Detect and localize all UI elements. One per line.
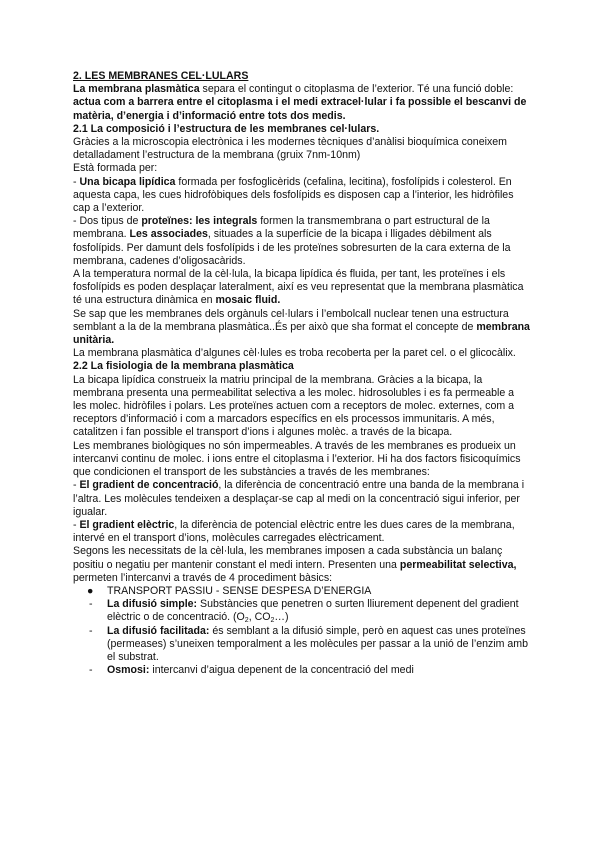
paragraph: La bicapa lipídica construeix la matriu principal de la membrana. Gràcies a la bicapa, la membrana presenta una permeabilitat selectiva a les molec. hidrosolubles i es fa permeable a les molec. hidròfiles i polars. Les proteïnes actuen com a receptors de molec. externes, com a receptors d’informació i com a marcadors específics en els processos immunitaris. A més, catalitzen i fan possible el transport d’ions i algunes molèc. a través de la bicapa. (73, 373, 515, 439)
section-2-1-heading: 2.1 La composició i l’estructura de les membranes cel·lulars. (73, 122, 380, 135)
paragraph: Està formada per: (73, 162, 158, 175)
intro-text: separa el contingut o citoplasma de l’exterior. Té una funció doble: (199, 83, 514, 96)
intro-bold: actua com a barrera entre el citoplasma i el medi extracel·lular i fa possible el bescanvi de matèria, d’energia i d’informació entre tots dos medis. (73, 96, 527, 122)
dash-icon: - (89, 664, 93, 677)
paragraph: Les membranes biològiques no són impermeables. A través de les membranes es produeix un intercanvi continu de molec. i ions entre el citoplasma i l’exterior. Hi ha dos factors fisicoquímics que condicionen el transport de les substàncies a través de les membranes: (73, 439, 521, 479)
paragraph-gradient-electric: - El gradient elèctric, la diferència de potencial elèctric entre les dues cares de la membrana, intervé en el transport d’ions, molècules carregades elèctricament. (73, 518, 515, 545)
paragraph-gradient-concentracio: - El gradient de concentració, la diferència de concentració entre una banda de la membrana i l’altra. Les molècules tendeixen a desplaçar-se cap al medi on la concentració sigui inferior, per igualar. (73, 479, 525, 518)
intro-term: La membrana plasmàtica (73, 83, 200, 96)
page-title: 2. LES MEMBRANES CEL·LULARS (73, 70, 249, 82)
paragraph-permeabilitat: Segons les necessitats de la cèl·lula, les membranes imposen a cada substància un balanç positiu o negatiu per mantenir constant el medi intern. Presenten una permeabilitat selectiva, permeten l’intercanvi a través de 4 procediment bàsics: (73, 545, 517, 584)
section-2-2-heading: 2.2 La fisiologia de la membrana plasmàtica (73, 360, 294, 373)
intro-paragraph (73, 83, 530, 123)
paragraph: Gràcies a la microscopia electrònica i les modernes tècniques d’anàlisi bioquímica coneixem detalladament l’estructura de la membrana (gruix 7nm-10nm) (73, 136, 507, 162)
list-item: - Osmosi: intercanvi d’aigua depenent de la concentració del medi (89, 664, 414, 677)
bullet-icon: ● (87, 584, 94, 597)
dash-icon: - (89, 624, 93, 637)
transport-list (73, 585, 530, 677)
list-item: ● TRANSPORT PASSIU - SENSE DESPESA D’ENERGIA (87, 584, 372, 597)
list-item: - La difusió simple: Substàncies que penetren o surten lliurement depenent del gradient elèctric o de concentració. ($O_2$, $CO_2\dots$) (89, 598, 519, 625)
paragraph-proteines: - Dos tipus de proteïnes: les integrals formen la transmembrana o part estructural de la membrana. Les associades, situades a la superfície de la bicapa i lligades dèbilment als fosfolípids. Per damunt dels fosfolípids i de les proteïnes sobresurten de la cara externa de la membrana, cadenes d’oligosacàrids. (73, 215, 511, 267)
paragraph-mosaic: A la temperatura normal de la cèl·lula, la bicapa lipídica és fluida, per tant, les proteïnes i els fosfolípids es poden desplaçar lateralment, així es veu representat que la membrana plasmàtica té una estructura dinàmica en mosaic fluid. (73, 268, 524, 307)
paragraph-unitaria: Se sap que les membranes dels orgànuls cel·lulars i l’embolcall nuclear tenen una estructura semblant a la de la membrana plasmàtica..És per això que sha format el concepte de membrana unitària. (73, 307, 530, 347)
list-item: - La difusió facilitada: és semblant a la difusió simple, però en aquest cas unes proteïnes (permeases) s’uneixen temporalment a les molècules per passar a la unió de l’enzim amb el substrat. (89, 624, 529, 663)
paragraph: La membrana plasmàtica d’algunes cèl·lules es troba recoberta per la paret cel. o el glicocàlix. (73, 347, 516, 360)
dash-icon: - (89, 598, 93, 611)
paragraph-bicapa: - Una bicapa lipídica formada per fosfoglicèrids (cefalina, lecitina), fosfolípids i colesterol. En aquesta capa, les cues hidrofòbiques dels fosfolípids es disposen cap a l’interior, les hidròfiles cap a l’exterior. (73, 175, 514, 215)
